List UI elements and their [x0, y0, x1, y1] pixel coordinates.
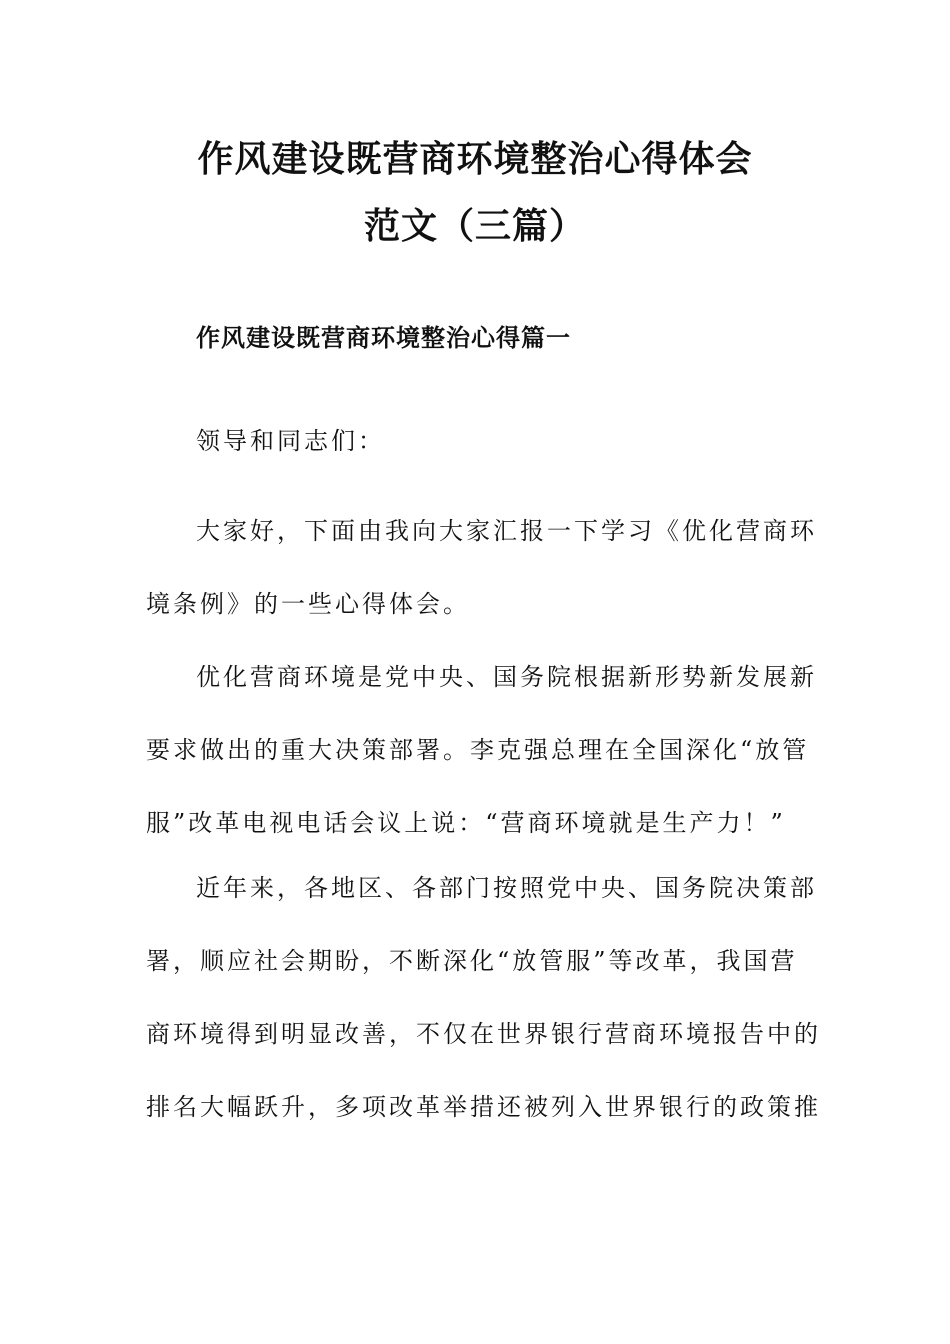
body-line: 商环境得到明显改善，不仅在世界银行营商环境报告中的: [146, 1020, 821, 1048]
body-line: 境条例》的一些心得体会。: [146, 590, 470, 618]
body-line: 排名大幅跃升，多项改革举措还被列入世界银行的政策推: [146, 1093, 821, 1121]
body-line: 署，顺应社会期盼，不断深化“放管服”等改革，我国营: [146, 947, 798, 975]
body-line: 领导和同志们：: [196, 427, 385, 455]
body-line: 服”改革电视电话会议上说：“营商环境就是生产力！”: [146, 809, 786, 837]
body-line: 要求做出的重大决策部署。李克强总理在全国深化“放管: [146, 736, 810, 764]
document-title-line-1: 作风建设既营商环境整治心得体会: [197, 138, 753, 180]
body-line: 大家好，下面由我向大家汇报一下学习《优化营商环: [196, 517, 817, 545]
body-line: 优化营商环境是党中央、国务院根据新形势新发展新: [196, 663, 817, 691]
body-line: 近年来，各地区、各部门按照党中央、国务院决策部: [196, 874, 817, 902]
section-heading: 作风建设既营商环境整治心得篇一: [196, 323, 571, 352]
document-title-line-2: 范文（三篇）: [363, 205, 586, 247]
